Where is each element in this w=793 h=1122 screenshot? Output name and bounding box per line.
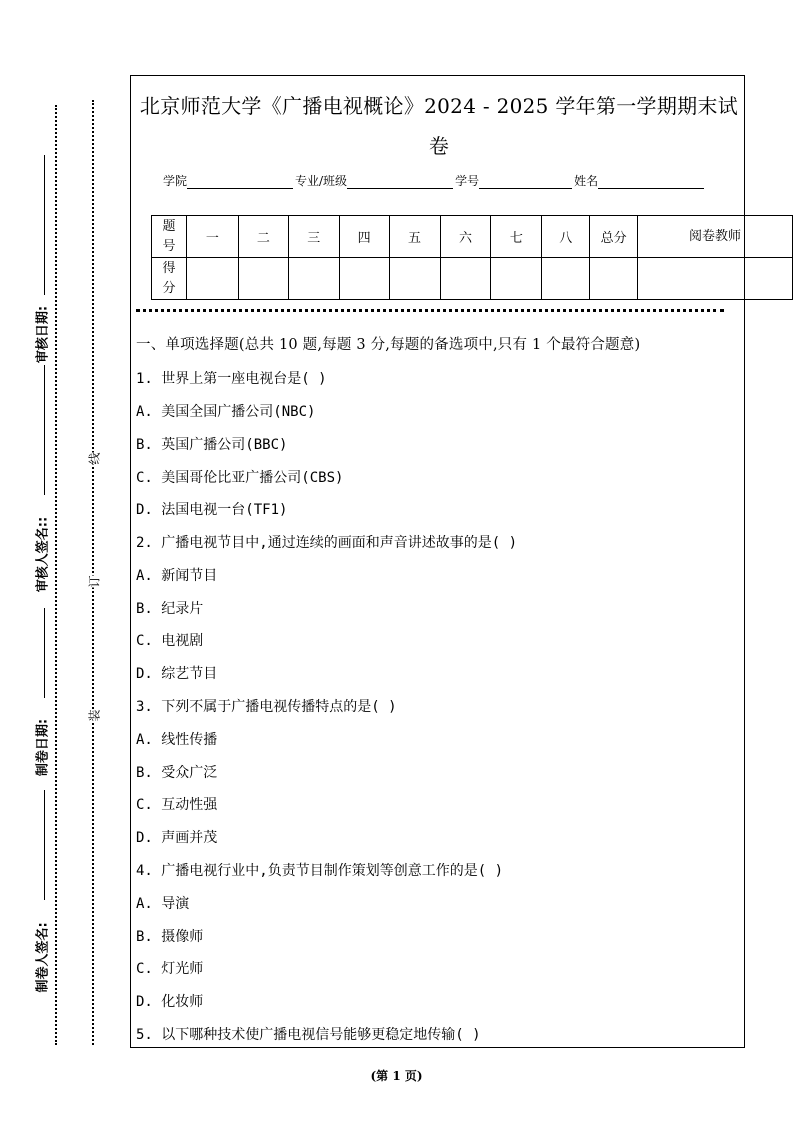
option-item: A. 导演: [136, 896, 190, 912]
score-header-cell: 四: [339, 216, 389, 258]
option-item: D. 声画并茂: [136, 830, 218, 846]
binding-dotted-line-inner: [92, 100, 94, 1045]
exam-title-line2: 卷: [428, 134, 450, 158]
option-item: C. 电视剧: [136, 633, 204, 649]
option-item: B. 英国广播公司(BBC): [136, 437, 288, 453]
score-header-cell: 八: [542, 216, 590, 258]
question-stem: 1. 世界上第一座电视台是( ): [136, 371, 327, 387]
cut-bind-char: 装: [87, 709, 102, 722]
option-item: B. 受众广泛: [136, 765, 218, 781]
major-class-field[interactable]: [347, 174, 453, 189]
score-cell[interactable]: [440, 258, 491, 300]
score-cell[interactable]: [186, 258, 238, 300]
option-item: A. 线性传播: [136, 732, 218, 748]
reviewer-sign-blank: [44, 365, 45, 495]
score-header-cell: 三: [288, 216, 339, 258]
name-label: 姓名: [574, 174, 599, 188]
score-header-cell: 题号: [152, 216, 187, 258]
option-item: A. 美国全国广播公司(NBC): [136, 404, 316, 420]
option-item: C. 灯光师: [136, 961, 204, 977]
question-stem: 5. 以下哪种技术使广播电视信号能够更稳定地传输( ): [136, 1027, 481, 1043]
question-stem: 2. 广播电视节目中,通过连续的画面和声音讲述故事的是( ): [136, 535, 517, 551]
section-heading: 一、单项选择题(总共 10 题,每题 3 分,每题的备选项中,只有 1 个最符合题意): [136, 337, 641, 353]
score-cell[interactable]: [389, 258, 440, 300]
major-class-label: 专业/班级: [295, 174, 348, 188]
score-cell[interactable]: [590, 258, 638, 300]
option-item: D. 法国电视一台(TF1): [136, 502, 288, 518]
score-header-cell: 二: [238, 216, 288, 258]
name-field[interactable]: [598, 174, 704, 189]
score-header-cell: 五: [389, 216, 440, 258]
cut-order-char: 订: [87, 575, 102, 588]
score-row-label: 得分: [152, 258, 187, 300]
page-number: (第 1 页): [370, 1069, 423, 1083]
score-header-cell: 六: [440, 216, 491, 258]
exam-title: [136, 86, 742, 166]
student-id-field[interactable]: [479, 174, 572, 189]
score-table: [151, 215, 793, 300]
maker-date-label: 制卷日期:: [35, 718, 51, 777]
score-cell[interactable]: [542, 258, 590, 300]
cut-line-char: 线: [87, 452, 102, 465]
score-header-cell: 一: [186, 216, 238, 258]
option-item: B. 摄像师: [136, 929, 204, 945]
reviewer-sign-label: 审核人签名::: [35, 516, 51, 593]
college-label: 学院: [163, 174, 188, 188]
score-cell[interactable]: [339, 258, 389, 300]
score-header-cell: 阅卷教师: [638, 216, 793, 258]
student-info-row: [163, 172, 706, 189]
option-item: C. 互动性强: [136, 797, 218, 813]
score-header-cell: 七: [491, 216, 542, 258]
score-cell[interactable]: [638, 258, 793, 300]
maker-sign-blank: [44, 790, 45, 900]
score-cell[interactable]: [238, 258, 288, 300]
maker-sign-label: 制卷人签名:: [35, 922, 51, 993]
binding-dotted-line-outer: [55, 105, 57, 1045]
option-item: D. 综艺节目: [136, 666, 218, 682]
college-field[interactable]: [187, 174, 293, 189]
option-item: D. 化妆师: [136, 994, 204, 1010]
header-separator: [136, 309, 724, 312]
option-item: B. 纪录片: [136, 601, 204, 617]
reviewer-date-blank: [44, 155, 45, 295]
reviewer-date-label: 审核日期:: [35, 305, 51, 364]
score-cell[interactable]: [288, 258, 339, 300]
question-stem: 3. 下列不属于广播电视传播特点的是( ): [136, 699, 397, 715]
exam-title-line1: 北京师范大学《广播电视概论》2024 - 2025 学年第一学期期末试: [139, 94, 739, 118]
maker-date-blank: [44, 608, 45, 698]
option-item: C. 美国哥伦比亚广播公司(CBS): [136, 470, 344, 486]
question-stem: 4. 广播电视行业中,负责节目制作策划等创意工作的是( ): [136, 863, 503, 879]
score-cell[interactable]: [491, 258, 542, 300]
student-id-label: 学号: [455, 174, 480, 188]
option-item: A. 新闻节目: [136, 568, 218, 584]
score-header-cell: 总分: [590, 216, 638, 258]
